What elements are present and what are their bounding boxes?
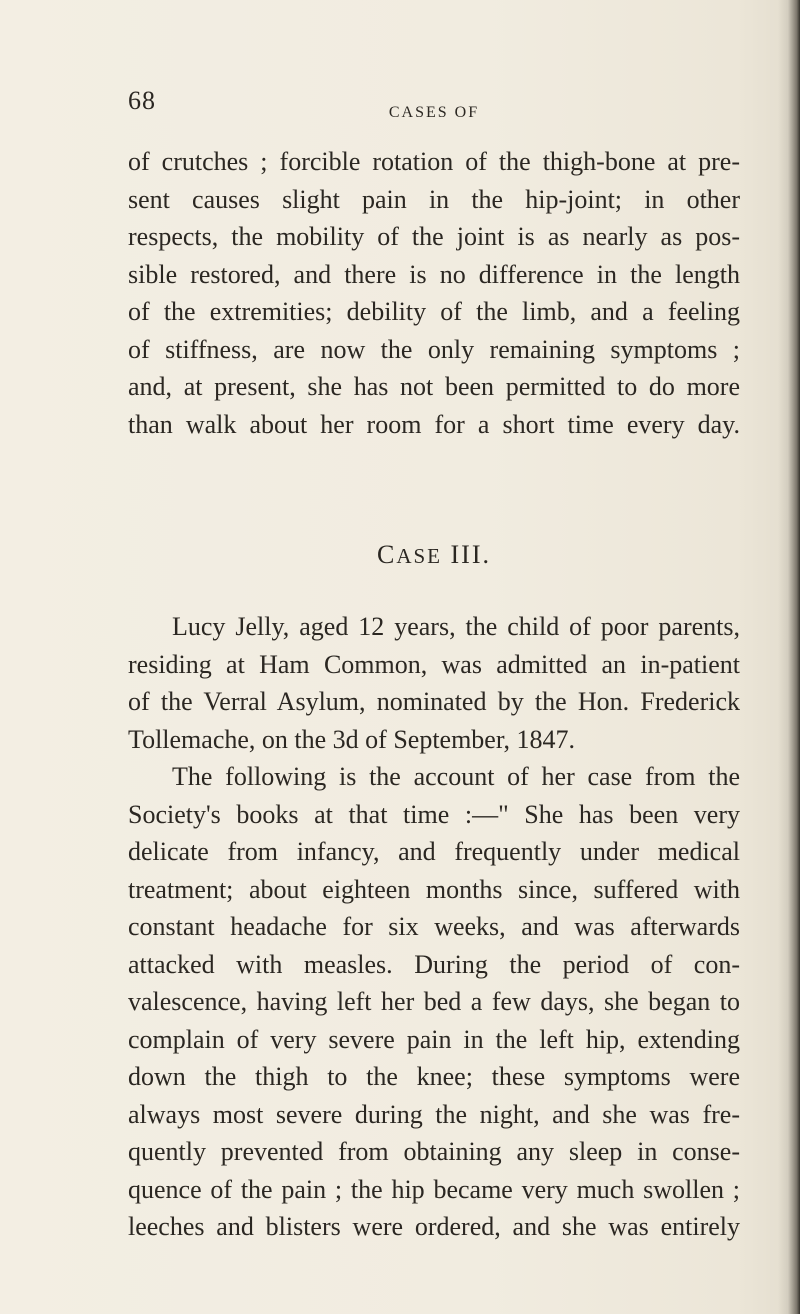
text-line: The following is the account of her case from the — [172, 762, 740, 791]
page-header — [128, 86, 740, 126]
case-heading-numeral: III. — [450, 540, 491, 569]
text-line: Society's books at that time :—" She has been very — [128, 799, 740, 829]
text-line: of stiffness, are now the only remaining symptoms ; — [128, 334, 740, 364]
case-heading-word: ASE — [396, 544, 443, 568]
text-line: sible restored, and there is no difference in the length — [128, 259, 740, 289]
text-line: complain of very severe pain in the left hip, extending — [128, 1024, 740, 1054]
text-line: of the Verral Asylum, nominated by the Hon. Frederick — [128, 687, 740, 716]
text-line: of crutches ; forcible rotation of the thigh-bone at pre- — [128, 147, 740, 176]
text-line: constant headache for six weeks, and was afterwards — [128, 912, 740, 941]
paragraph-case-iii — [128, 608, 740, 1246]
text-line: than walk about her room for a short time every day. — [128, 409, 740, 439]
text-line: delicate from infancy, and frequently under medical — [128, 837, 740, 866]
text-line: treatment; about eighteen months since, suffered with — [128, 874, 740, 904]
text-line: always most severe during the night, and she was fre- — [128, 1099, 740, 1129]
running-head: CASES OF — [388, 104, 480, 121]
text-line: leeches and blisters were ordered, and she was entirely — [128, 1212, 740, 1241]
text-line: Lucy Jelly, aged 12 years, the child of poor parents, — [172, 612, 740, 641]
case-heading — [128, 540, 740, 570]
text-line: attacked with measles. During the period of con- — [128, 949, 740, 979]
text-line: residing at Ham Common, was admitted an in-patient — [128, 649, 740, 679]
text-line: down the thigh to the knee; these symptoms were — [128, 1062, 740, 1091]
text-line: respects, the mobility of the joint is as nearly as pos- — [128, 222, 740, 251]
text-line: of the extremities; debility of the limb, and a feeling — [128, 297, 740, 326]
text-line: and, at present, she has not been permitted to do more — [128, 372, 740, 401]
paragraph-case-ii-conclusion — [128, 143, 740, 443]
text-line: Tollemache, on the 3d of September, 1847. — [128, 724, 575, 754]
text-line: quently prevented from obtaining any sleep in conse- — [128, 1137, 740, 1166]
page-number: 68 — [128, 86, 156, 115]
page-edge-shadow — [778, 0, 800, 1314]
text-line: sent causes slight pain in the hip-joint; in other — [128, 184, 740, 214]
text-line: quence of the pain ; the hip became very much swollen ; — [128, 1174, 740, 1204]
text-line: valescence, having left her bed a few days, she began to — [128, 987, 740, 1016]
case-heading-initial: C — [376, 540, 397, 569]
